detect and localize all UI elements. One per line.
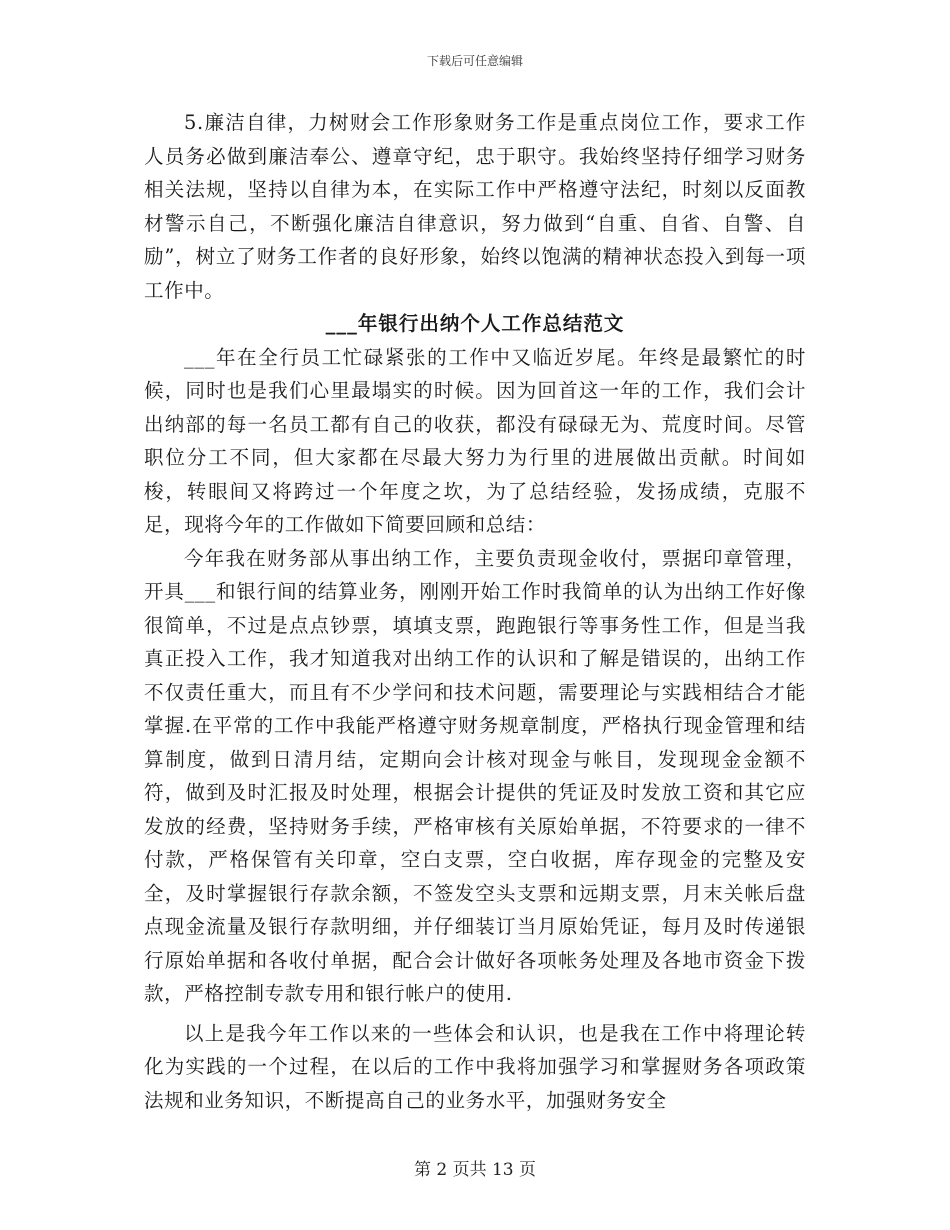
paragraph-duties: 今年我在财务部从事出纳工作，主要负责现金收付，票据印章管理，开具___和银行间的结算业务，刚刚开始工作时我简单的认为出纳工作好像很简单，不过是点点钞票，填填支票，跑跑银行等事务性工作，但是当我真正投入工作，我才知道我对出纳工作的认识和了解是错误的，出纳工作不仅责任重大，而且有不少学问和技术问题，需要理论与实践相结合才能掌握.在平常的工作中我能严格遵守财务规章制度，严格执行现金管理和结算制度，做到日清月结，定期向会计核对现金与帐目，发现现金金额不符，做到及时汇报及时处理，根据会计提供的凭证及时发放工资和其它应发放的经费，坚持财务手续，严格审核有关原始单据，不符要求的一律不付款，严格保管有关印章，空白支票，空白收据，库存现金的完整及安全，及时掌握银行存款余额，不签发空头支票和远期支票，月末关帐后盘点现金流量及银行存款明细，并仔细装订当月原始凭证，每月及时传递银行原始单据和各收付单据，配合会计做好各项帐务处理及各地市资金下拨款，严格控制专款专用和银行帐户的使用. (144, 546, 806, 1005)
page-header: 下载后可任意编辑 (426, 54, 523, 68)
document-body (144, 106, 806, 1117)
paragraph-integrity: 5.廉洁自律，力树财会工作形象财务工作是重点岗位工作，要求工作人员务必做到廉洁奉公、遵章守纪，忠于职守。我始终坚持仔细学习财务相关法规，坚持以自律为本，在实际工作中严格遵守法纪，时刻以反面教材警示自己，不断强化廉洁自律意识，努力做到“自重、自省、自警、自励”，树立了财务工作者的良好形象，始终以饱满的精神状态投入到每一项工作中。 (144, 111, 806, 302)
page-number: 第 2 页共 13 页 (413, 1160, 537, 1180)
paragraph-intro: ___年在全行员工忙碌紧张的工作中又临近岁尾。年终是最繁忙的时候，同时也是我们心里最塌实的时候。因为回首这一年的工作，我们会计出纳部的每一名员工都有自己的收获，都没有碌碌无为、荒度时间。尽管职位分工不同，但大家都在尽最大努力为行里的进展做出贡献。时间如梭，转眼间又将跨过一个年度之坎，为了总结经验，发扬成绩，克服不足，现将今年的工作做如下简要回顾和总结： (144, 345, 806, 536)
document-title: ___年银行出纳个人工作总结范文 (325, 312, 625, 335)
paragraph-conclusion: 以上是我今年工作以来的一些体会和认识，也是我在工作中将理论转化为实践的一个过程，在以后的工作中我将加强学习和掌握财务各项政策法规和业务知识，不断提高自己的业务水平，加强财务安全 (144, 1021, 806, 1112)
